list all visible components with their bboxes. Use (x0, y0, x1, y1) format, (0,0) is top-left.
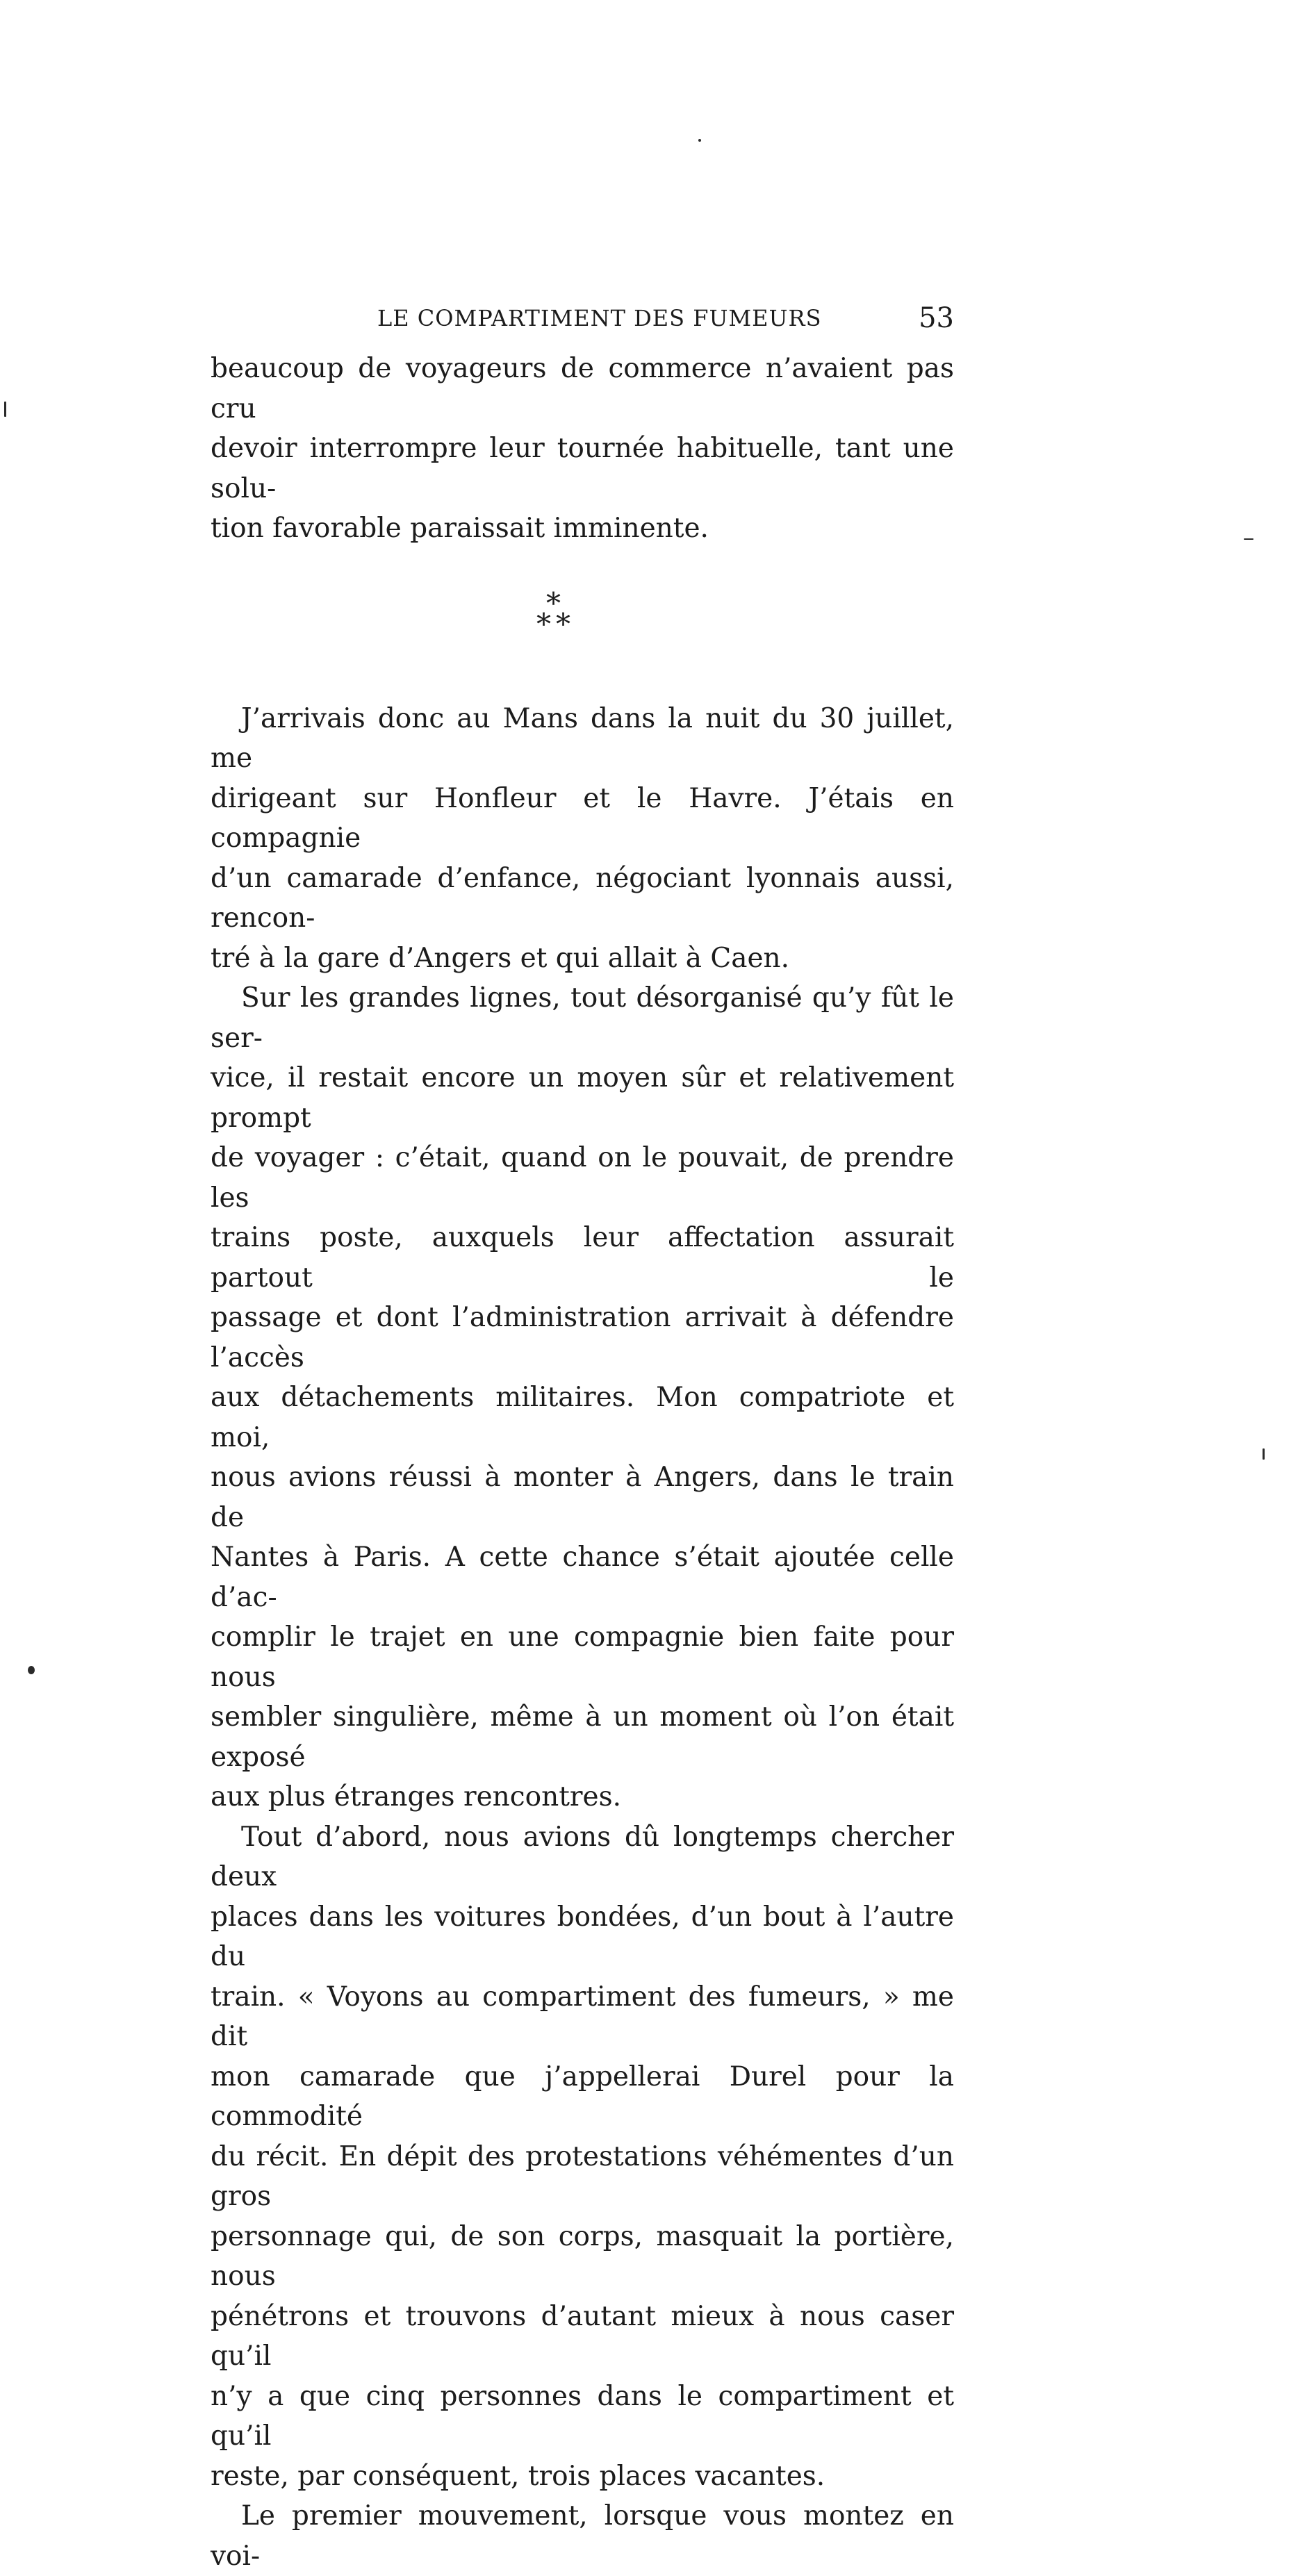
asterism-star: * (536, 606, 551, 641)
section-break-asterism (211, 586, 954, 645)
text-line: trains poste, auxquels leur affectation assurait partout le (211, 1222, 954, 1294)
text-line: J’arrivais donc au Mans dans la nuit du 30 juillet, me (211, 702, 954, 774)
text-line: Sur les grandes lignes, tout désorganisé qu’y fût le ser- (211, 982, 954, 1054)
text-line: devoir interrompre leur tournée habituelle, tant une solu- (211, 433, 954, 504)
text-line: complir le trajet en une compagnie bien faite pour nous (211, 1621, 954, 1693)
text-line: places dans les voitures bondées, d’un bout à l’autre du (211, 1901, 954, 1972)
text-line: dirigeant sur Honfleur et le Havre. J’étais en compagnie (211, 782, 954, 854)
text-line: mon camarade que j’appellerai Durel pour la commodité (211, 2061, 954, 2132)
text-line: du récit. En dépit des protestations véhémentes d’un gros (211, 2140, 954, 2212)
paragraph (211, 978, 954, 1817)
text-line: pénétrons et trouvons d’autant mieux à nous caser qu’il (211, 2300, 954, 2372)
running-title: LE COMPARTIMENT DES FUMEURS (377, 305, 822, 331)
text-line: de voyager : c’était, quand on le pouvait, de prendre les (211, 1142, 954, 1214)
paragraph (211, 2496, 954, 2576)
text-line: nous avions réussi à monter à Angers, dans le train de (211, 1462, 954, 1533)
text-line: beaucoup de voyageurs de commerce n’avaient pas cru (211, 353, 954, 424)
text-line: Tout d’abord, nous avions dû longtemps chercher deux (211, 1821, 954, 1892)
paragraph (211, 699, 954, 979)
asterism-star: * (556, 606, 570, 641)
scan-speck (28, 1666, 35, 1674)
text-line: n’y a que cinq personnes dans le compartiment et qu’il (211, 2380, 954, 2452)
text-line: personnage qui, de son corps, masquait la portière, nous (211, 2220, 954, 2292)
text-line: Nantes à Paris. A cette chance s’était ajoutée celle d’ac- (211, 1542, 954, 1613)
text-line: tré à la gare d’Angers et qui allait à Caen. (211, 942, 790, 974)
running-head (211, 297, 954, 339)
text-line: aux plus étranges rencontres. (211, 1781, 622, 1813)
text-line: vice, il restait encore un moyen sûr et relativement prompt (211, 1062, 954, 1134)
body-text (211, 349, 954, 2576)
text-line: tion favorable paraissait imminente. (211, 513, 709, 544)
scan-speck (1263, 1448, 1265, 1460)
text-line: passage et dont l’administration arrivait à défendre l’accès (211, 1302, 954, 1373)
scan-speck (698, 139, 701, 142)
text-line: reste, par conséquent, trois places vacantes. (211, 2460, 825, 2492)
page-number: 53 (919, 302, 954, 334)
text-line: sembler singulière, même à un moment où l’on était exposé (211, 1701, 954, 1773)
text-line: aux détachements militaires. Mon compatriote et moi, (211, 1382, 954, 1453)
text-line: d’un camarade d’enfance, négociant lyonnais aussi, rencon- (211, 862, 954, 934)
scan-speck (1244, 538, 1253, 540)
paragraph (211, 1817, 954, 2497)
text-line: Le premier mouvement, lorsque vous montez en voi- (211, 2500, 954, 2572)
scan-speck (4, 402, 6, 417)
paragraph-continuation (211, 349, 954, 549)
asterism-star: * (546, 586, 561, 620)
text-line: train. « Voyons au compartiment des fumeurs, » me dit (211, 1981, 954, 2052)
